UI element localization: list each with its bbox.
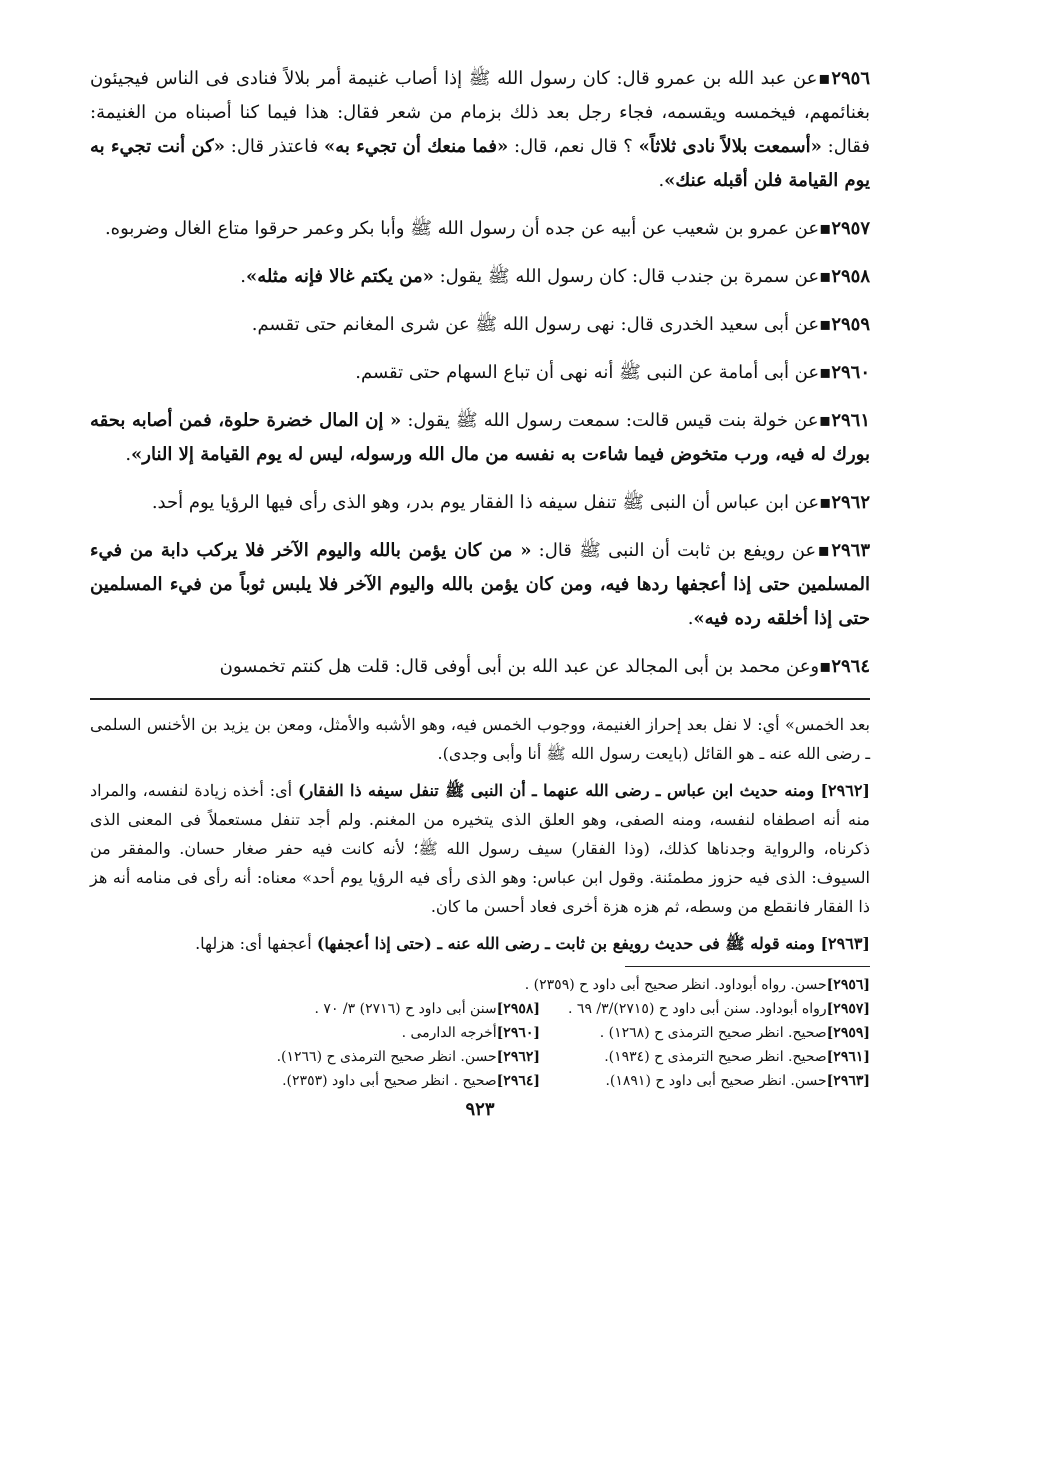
quoted-text: «من يكتم غالا فإنه مثله»: [246, 266, 434, 287]
number-separator: ▪: [819, 266, 832, 287]
reference-item: [540, 1021, 870, 1045]
hadith-text: عن عبد الله بن عمرو قال: كان رسول الله ﷺ إذا أصاب غنيمة أمر بلالاً فنادى فى الناس فيجيئون بغنائمهم، فيخمسه ويقسمه، فجاء رجل بعد ذلك بزمام من شعر فقال: هذا فيما كنا أصبناه من الغنيمة: فقال:: [90, 68, 871, 157]
number-separator: ▪: [816, 540, 832, 561]
reference-number: [٢٩٥٩]: [826, 1025, 870, 1041]
quoted-text: «فما منعك أن تجيء به»: [324, 136, 509, 157]
hadith-entry: [90, 308, 870, 342]
references-section: [90, 973, 870, 1093]
reference-row: [90, 1045, 870, 1069]
reference-number: [٢٩٦٣]: [826, 1073, 870, 1089]
hadith-number: ٢٩٦٠: [831, 362, 870, 383]
number-separator: ▪: [819, 656, 832, 677]
hadith-text: فاعتذر قال:: [224, 136, 324, 157]
hadith-text: ؟ قال نعم، قال:: [508, 136, 639, 157]
hadith-entry: [90, 650, 870, 684]
reference-text: سنن أبى داود ح (٢٧١٦) ٣/ ٧٠ .: [314, 1001, 497, 1017]
hadith-entry: [90, 404, 870, 472]
number-separator: ▪: [817, 68, 832, 89]
footnote-divider: [625, 966, 870, 967]
hadith-list: [90, 62, 870, 684]
reference-text: أخرجه الدارمى .: [401, 1025, 497, 1041]
reference-number: [٢٩٥٦]: [826, 977, 870, 993]
number-separator: ▪: [818, 410, 832, 431]
hadith-text: عن عمرو بن شعيب عن أبيه عن جده أن رسول الله ﷺ وأبا بكر وعمر حرقوا متاع الغال وضربوه.: [104, 218, 820, 239]
hadith-number: ٢٩٦١: [831, 410, 871, 431]
commentary-paragraph: [90, 710, 870, 768]
reference-number: [٢٩٦١]: [826, 1049, 870, 1065]
hadith-text: عن رويفع بن ثابت أن النبى ﷺ قال:: [531, 540, 817, 561]
reference-row: [90, 973, 870, 997]
number-separator: ▪: [819, 314, 832, 335]
reference-text: صحيح . انظر صحيح أبى داود (٢٣٥٣).: [282, 1073, 497, 1089]
hadith-number: ٢٩٥٩: [831, 314, 870, 335]
hadith-number: ٢٩٦٢: [831, 492, 870, 513]
hadith-text: عن ابن عباس أن النبى ﷺ تنفل سيفه ذا الفقار يوم بدر، وهو الذى رأى فيها الرؤيا يوم أحد.: [151, 492, 820, 513]
hadith-text: .: [125, 444, 132, 465]
reference-text: حسن. انظر صحيح أبى داود ح (١٨٩١).: [605, 1073, 827, 1089]
book-page: [90, 62, 870, 1120]
reference-item: [90, 973, 870, 997]
hadith-entry: [90, 260, 870, 294]
reference-item: [540, 997, 870, 1021]
hadith-text: عن سمرة بن جندب قال: كان رسول الله ﷺ يقول:: [433, 266, 820, 287]
reference-text: حسن. انظر صحيح الترمذى ح (١٢٦٦).: [276, 1049, 497, 1065]
commentary-paragraph: [90, 776, 870, 921]
hadith-text: أعجفها أى: هزلها.: [195, 934, 317, 953]
hadith-entry: [90, 212, 870, 246]
reference-number: [٢٩٦٠]: [496, 1025, 540, 1041]
hadith-entry: [90, 534, 870, 636]
reference-item: [210, 1069, 540, 1093]
main-divider: [90, 698, 870, 700]
page-number: ٩٢٣: [465, 1099, 495, 1120]
hadith-text: .: [240, 266, 247, 287]
reference-text: رواه أبوداود. سنن أبى داود ح (٢٧١٥)/٣/ ٦٩ .: [568, 1001, 827, 1017]
reference-item: [540, 1045, 870, 1069]
reference-number: [٢٩٦٢]: [496, 1049, 540, 1065]
quoted-text: «كن أنت تجيء به يوم القيامة فلن أقبله عنك»: [90, 136, 870, 191]
quoted-text: «أسمعت بلالاً نادى ثلاثاً»: [638, 136, 822, 157]
hadith-text: أى: أخذه زيادة لنفسه، والمراد منه أنه اصطفاه لنفسه، ومنه الصفى، وهو العلق الذى يتخيره من المغنم. ولم أجد تنفل مستعملاً فى المعنى الذى ذكرناه، والرواية وجدناها كذلك، (وذا الفقار) سيف رسول الله ﷺ؛ لأنه كانت فيه حفر صغار حسان. والمفقر من السيوف: الذى فيه حزوز مطمئنة. وقول ابن عباس: وهو الذى رأى فيه الرؤيا يوم أحد» معناه: أنه رأى فى منامه أنه هز ذا الفقار فانقطع من وسطه، ثم هزه هزة أخرى فعاد أحسن ما كان.: [90, 781, 870, 916]
reference-row: [90, 1069, 870, 1093]
reference-text: حسن. رواه أبوداود. انظر صحيح أبى داود ح (٢٣٥٩) .: [524, 977, 827, 993]
hadith-text: بعد الخمس» أي: لا نفل بعد إحراز الغنيمة، ووجوب الخمس فيه، وهو الأشبه والأمثل، ومعن بن يزيد بن الأخنس السلمى ـ رضى الله عنه ـ هو القائل (بايعت رسول الله ﷺ أنا وأبى وجدى).: [90, 715, 871, 763]
number-separator: ▪: [819, 492, 832, 513]
hadith-number: ٢٩٥٦: [831, 68, 871, 89]
reference-item: [540, 1069, 870, 1093]
reference-number: [٢٩٦٤]: [496, 1073, 540, 1089]
reference-item: [210, 997, 540, 1021]
reference-number: [٢٩٥٧]: [826, 1001, 870, 1017]
reference-row: [90, 997, 870, 1021]
hadith-number: ٢٩٥٨: [831, 266, 870, 287]
hadith-number: ٢٩٥٧: [831, 218, 870, 239]
quoted-text: « إن المال خضرة حلوة، فمن أصابه بحقه بورك له فيه، ورب متخوض فيما شاءت به نفسه من مال الله ورسوله، ليس له يوم القيامة إلا النار»: [90, 410, 870, 465]
quoted-text: [٢٩٦٢] ومنه حديث ابن عباس ـ رضى الله عنهما ـ أن النبى ﷺ تنفل سيفه ذا الفقار): [297, 781, 870, 800]
commentary-paragraph: [90, 929, 870, 958]
reference-item: [210, 1021, 540, 1045]
hadith-entry: [90, 356, 870, 390]
reference-item: [210, 1045, 540, 1069]
hadith-text: .: [687, 608, 694, 629]
reference-number: [٢٩٥٨]: [496, 1001, 540, 1017]
hadith-number: ٢٩٦٤: [831, 656, 870, 677]
number-separator: ▪: [819, 362, 832, 383]
hadith-text: .: [658, 170, 665, 191]
quoted-text: [٢٩٦٣] ومنه قوله ﷺ فى حديث رويفع بن ثابت ـ رضى الله عنه ـ (حتى إذا أعجفها): [316, 934, 870, 953]
hadith-text: عن أبى أمامة عن النبى ﷺ أنه نهى أن تباع السهام حتى تقسم.: [355, 362, 820, 383]
hadith-number: ٢٩٦٣: [831, 540, 871, 561]
hadith-text: وعن محمد بن أبى المجالد عن عبد الله بن أبى أوفى قال: قلت هل كنتم تخمسون: [219, 656, 820, 677]
reference-row: [90, 1021, 870, 1045]
hadith-entry: [90, 62, 870, 198]
hadith-text: عن خولة بنت قيس قالت: سمعت رسول الله ﷺ يقول:: [401, 410, 819, 431]
number-separator: ▪: [819, 218, 832, 239]
reference-text: صحيح. انظر صحيح الترمذى ح (١٢٦٨) .: [599, 1025, 827, 1041]
hadith-entry: [90, 486, 870, 520]
quoted-text: « من كان يؤمن بالله واليوم الآخر فلا يركب دابة من فيء المسلمين حتى إذا أعجفها ردها فيه، ومن كان يؤمن بالله واليوم الآخر فلا يلبس ثوباً من فيء المسلمين حتى إذا أخلقه رده فيه»: [90, 540, 870, 629]
hadith-text: عن أبى سعيد الخدرى قال: نهى رسول الله ﷺ عن شرى المغانم حتى تقسم.: [251, 314, 820, 335]
reference-text: صحيح. انظر صحيح الترمذى ح (١٩٣٤).: [604, 1049, 827, 1065]
commentary-section: [90, 710, 870, 958]
